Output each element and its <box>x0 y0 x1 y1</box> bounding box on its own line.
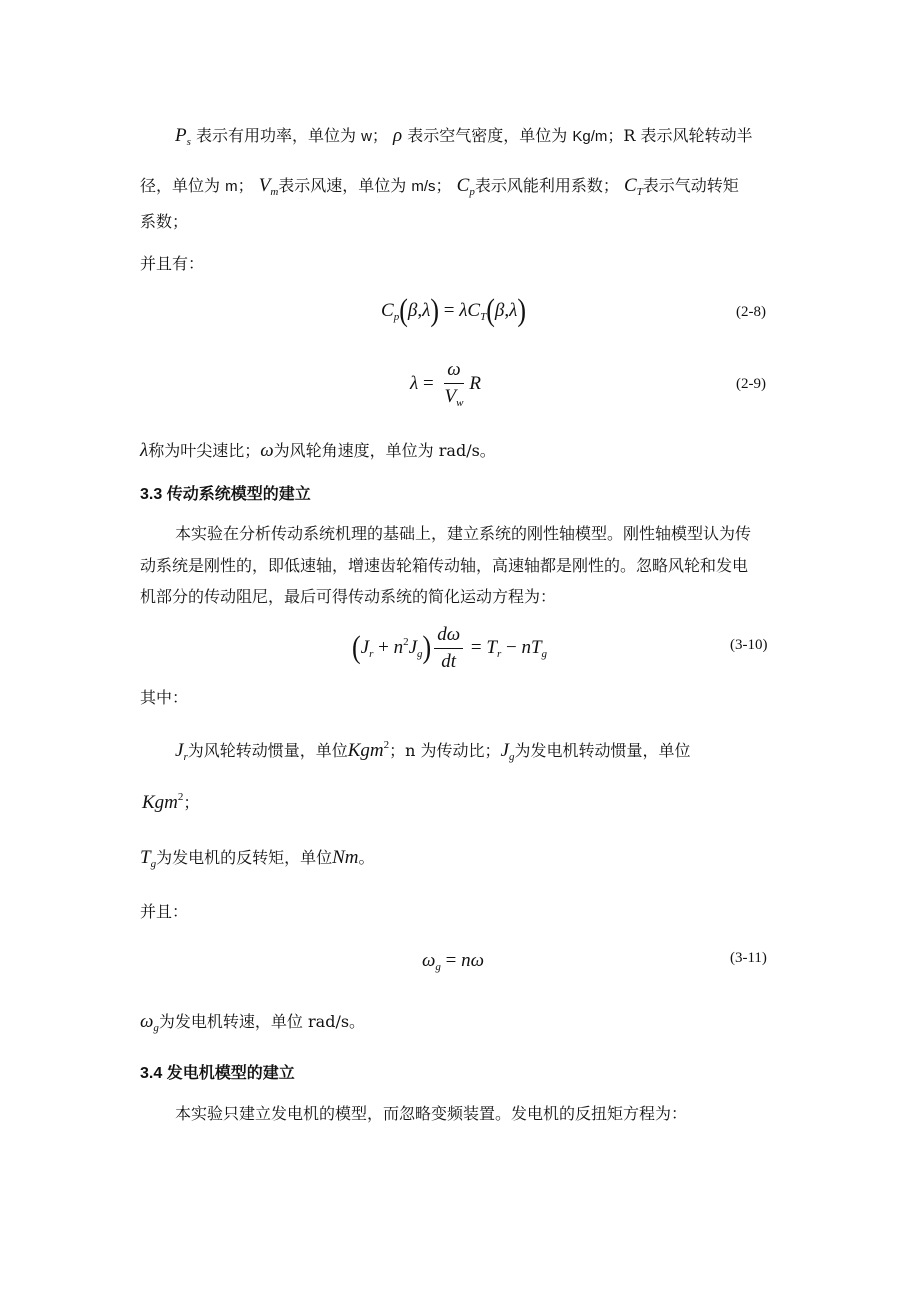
symbol-jr: $J_r$ <box>175 740 188 763</box>
text: 为发电机转速，单位 rad/s。 <box>158 1012 366 1031</box>
para-generator-line-1: 本实验只建立发电机的模型，而忽略变频装置。发电机的反扭矩方程为： <box>175 1104 688 1123</box>
text: ； <box>435 176 452 195</box>
text: 为发电机的反转矩，单位 <box>156 848 333 867</box>
para-torque-line <box>140 848 375 870</box>
unit-kgm: Kg/m <box>572 128 608 145</box>
section-heading-3-4: 3.4 发电机模型的建立 <box>140 1065 295 1082</box>
para-line-3: 系数； <box>140 212 189 231</box>
symbol-ps: $P_s$ <box>175 125 191 148</box>
symbol-omega-g: $\omega_g$ <box>140 1011 159 1034</box>
equation-number-3-11: (3-11) <box>730 950 767 966</box>
equation-2-8: $C_p$ ( β , λ ) = $\lambda C_T$ ( β , λ ) <box>381 293 527 328</box>
symbol-omega: ω <box>260 440 274 461</box>
unit-nm: Nm <box>332 847 359 868</box>
text: 表示风速，单位为 <box>278 176 412 195</box>
para-kgm2-line <box>142 792 199 812</box>
equation-number-2-9: (2-9) <box>736 376 766 392</box>
symbol-jg: $J_g$ <box>500 740 515 763</box>
symbol-ct: $C_T$ <box>623 175 643 198</box>
symbol-rho: ρ <box>393 125 403 146</box>
symbol-cp: $C_p$ <box>456 175 475 198</box>
text: ； <box>371 126 388 145</box>
section-heading-3-3: 3.3 传动系统模型的建立 <box>140 486 311 503</box>
text: ；R 表示风轮转动半 <box>607 126 753 145</box>
text: 径，单位为 <box>140 176 226 195</box>
para-lambda-definition <box>140 441 496 460</box>
para-inertia-line <box>175 740 691 763</box>
equation-3-11: $\omega_g$ = nω <box>422 949 485 973</box>
text: 为风轮角速度，单位为 rad/s。 <box>273 441 496 460</box>
para-symbols-line-1 <box>175 126 753 148</box>
equation-3-10: ( $J_r$ + $n^2J_g$ ) $\frac{d\omega}{dt}$ = $T_r$ − $nT_g$ <box>352 623 548 672</box>
unit-kgm2: Kgm$^2$ <box>347 739 390 761</box>
text: ；n 为传动比； <box>389 741 501 760</box>
symbol-vm: $V_m$ <box>258 175 279 198</box>
para-generator-speed <box>140 1012 365 1034</box>
para-line-4: 并且有： <box>140 254 205 273</box>
unit-w: w <box>361 128 372 145</box>
text: 称为叶尖速比； <box>148 441 261 460</box>
para-drivetrain-line-2: 动系统是刚性的，即低速轴，增速齿轮箱传动轴，高速轴都是刚性的。忽略风轮和发电 <box>140 556 749 575</box>
para-drivetrain-line-3: 机部分的传动阻尼，最后可得传动系统的简化运动方程为： <box>140 587 557 606</box>
text: 。 <box>358 848 375 867</box>
symbol-tg: $T_g$ <box>140 847 157 870</box>
text: 为发电机转动惯量，单位 <box>514 741 691 760</box>
symbol-lambda: λ <box>140 440 149 461</box>
unit-ms: m/s <box>411 178 436 195</box>
unit-kgm2: Kgm$^2$ <box>142 791 184 813</box>
text: 为风轮转动惯量，单位 <box>187 741 348 760</box>
equation-2-9: λ = $\frac{\omega}{V_w}$ R <box>410 359 482 409</box>
unit-m: m <box>225 178 238 195</box>
text: 表示气动转矩 <box>642 176 739 195</box>
para-and: 并且： <box>140 902 189 921</box>
text: ； <box>237 176 254 195</box>
para-where: 其中： <box>140 688 189 707</box>
para-drivetrain-line-1: 本实验在分析传动系统机理的基础上，建立系统的刚性轴模型。刚性轴模型认为传 <box>175 524 752 543</box>
text: 表示有用功率，单位为 <box>195 126 362 145</box>
equation-number-3-10: (3-10) <box>730 637 768 653</box>
text: ； <box>183 793 200 812</box>
text: 表示风能利用系数； <box>474 176 619 195</box>
para-symbols-line-2 <box>140 176 739 198</box>
text: 表示空气密度，单位为 <box>407 126 573 145</box>
equation-number-2-8: (2-8) <box>736 304 766 320</box>
